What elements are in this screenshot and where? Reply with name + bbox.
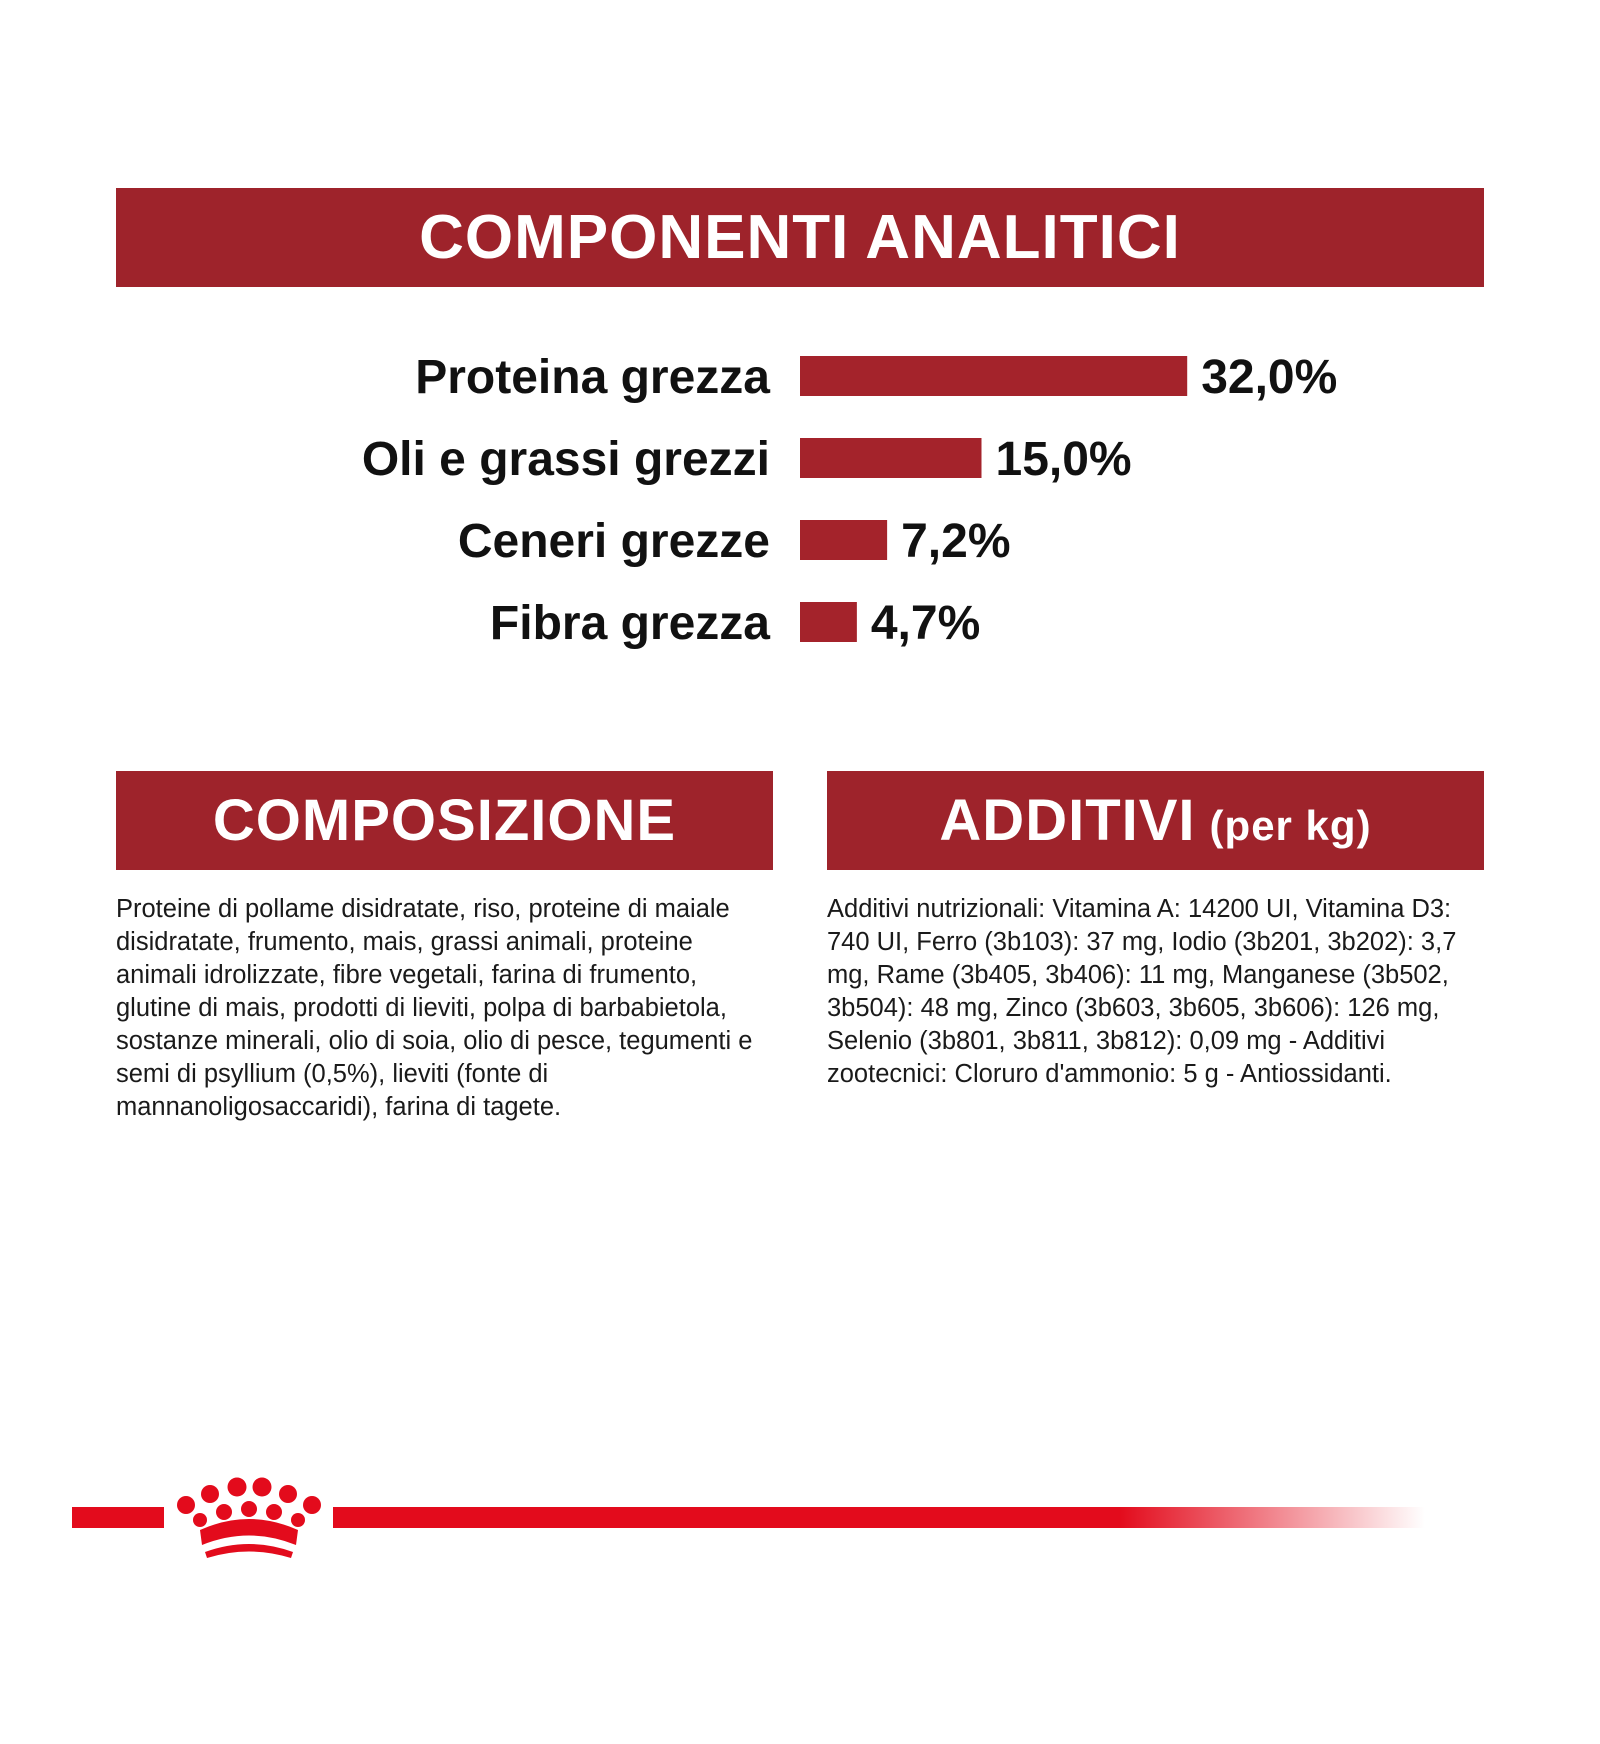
composition-title: COMPOSIZIONE bbox=[212, 788, 677, 853]
brand-line-left bbox=[72, 1507, 164, 1528]
category-label: Oli e grassi grezzi bbox=[361, 433, 770, 486]
additives-text: Additivi nutrizionali: Vitamina A: 14200 UI, Vitamina D3: 740 UI, Ferro (3b103): 37 mg, Iodio (3b201, 3b202): 3,7 mg, Rame (3b405, 3b406): 11 mg, Manganese (3b502, 3b504): 48 mg, Zinco (3b603, 3b605, 3b606): 126 mg, Selenio (3b801, 3b811, 3b812): 0,09 mg - Additivi zootecnici: Cloruro d'ammonio: 5 g - Antiossidanti. bbox=[827, 895, 1457, 1088]
brand-footer bbox=[0, 1470, 1600, 1570]
additives-title-suffix: (per kg) bbox=[1209, 801, 1372, 849]
value-label: 4,7% bbox=[870, 597, 981, 650]
additives-title: ADDITIVI bbox=[939, 788, 1196, 853]
crown-icon bbox=[177, 1478, 321, 1559]
value-label: 7,2% bbox=[901, 515, 1011, 568]
value-label: 32,0% bbox=[1201, 351, 1338, 404]
category-label: Fibra grezza bbox=[489, 597, 770, 650]
bar bbox=[800, 602, 857, 642]
brand-line-right bbox=[333, 1507, 1425, 1528]
bar bbox=[800, 438, 982, 478]
composition-text: Proteine di pollame disidratate, riso, proteine di maiale disidratate, frumento, mais, grassi animali, proteine animali idrolizzate, fibre vegetali, farina di frumento, glutine di mais, prodotti di lieviti, polpa di barbabietola, sostanze minerali, olio di soia, olio di pesce, tegumenti e semi di psyllium (0,5%), lieviti (fonte di mannanoligosaccaridi), farina di tagete. bbox=[116, 895, 753, 1121]
nutrient-bar-chart bbox=[0, 330, 1600, 670]
analytics-header bbox=[116, 188, 1484, 287]
bar bbox=[800, 356, 1187, 396]
bar bbox=[800, 520, 887, 560]
composition-header bbox=[116, 771, 773, 870]
additives-header bbox=[827, 771, 1484, 870]
category-label: Ceneri grezze bbox=[457, 515, 770, 568]
analytics-title: COMPONENTI ANALITICI bbox=[419, 203, 1181, 272]
value-label: 15,0% bbox=[995, 433, 1132, 486]
category-label: Proteina grezza bbox=[415, 351, 770, 404]
